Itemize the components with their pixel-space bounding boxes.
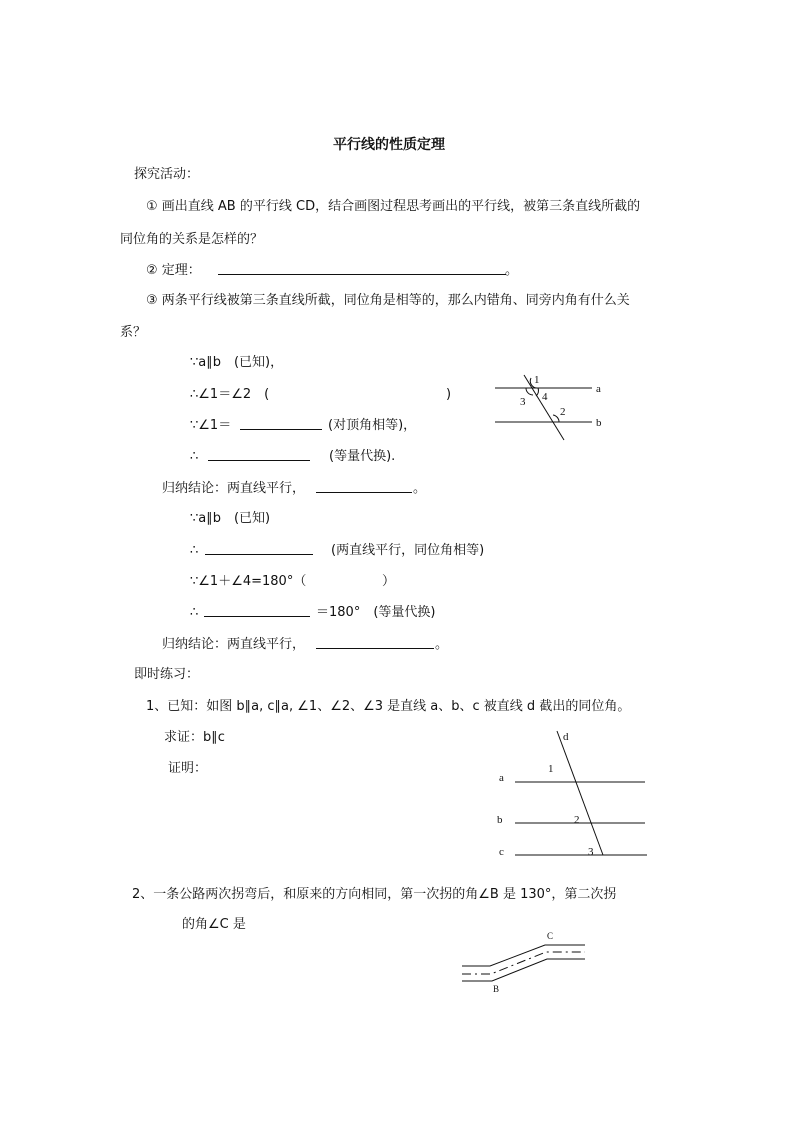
proof1-conclusion-end: 。 xyxy=(413,481,427,496)
section-heading-explore: 探究活动： xyxy=(134,167,200,182)
road-centerline xyxy=(462,952,585,974)
section-heading-practice: 即时练习： xyxy=(134,667,200,682)
label-angle-2: 2 xyxy=(574,814,580,826)
exercise-2-line-2: 的角∠C 是 xyxy=(182,917,246,932)
question-2-end: 。 xyxy=(505,263,519,278)
page-title: 平行线的性质定理 xyxy=(333,137,445,153)
proof2-conclusion: 归纳结论：两直线平行， xyxy=(162,637,306,652)
proof2-line-3-end: ） xyxy=(382,574,396,589)
road-edge-top xyxy=(462,945,585,966)
proof2-line-3-start: ∵∠1＋∠4=180°（ xyxy=(190,574,307,589)
label-point-c: C xyxy=(547,931,554,941)
question-3-line-2: 系？ xyxy=(120,325,147,340)
label-point-b: B xyxy=(493,984,500,994)
exercise-1-text: 1、已知：如图 b∥a, c∥a, ∠1、∠2、∠3 是直线 a、b、c 被直线 d 截出的同位角。 xyxy=(146,699,631,714)
label-line-a: a xyxy=(499,772,504,784)
proof1-line-3-start: ∵∠1＝ xyxy=(190,418,232,433)
label-angle-4: 4 xyxy=(542,391,548,403)
question-3-line-1: ③ 两条平行线被第三条直线所截，同位角是相等的，那么内错角、同旁内角有什么关 xyxy=(146,293,630,308)
proof1-line-2-end: ) xyxy=(446,387,452,402)
proof1-line-3-reason: (对顶角相等)， xyxy=(328,418,417,433)
proof1-line-4-reason: (等量代换). xyxy=(329,449,396,464)
label-line-b: b xyxy=(596,417,602,429)
label-angle-2: 2 xyxy=(560,406,566,418)
proof2-line-4-reason: ＝180° (等量代换) xyxy=(316,605,436,620)
label-angle-3: 3 xyxy=(588,846,594,858)
label-angle-1: 1 xyxy=(534,374,540,386)
proof1-line-1: ∵a∥b (已知)， xyxy=(190,355,284,370)
proof1-conclusion: 归纳结论：两直线平行， xyxy=(162,481,306,496)
proof2-line-1: ∵a∥b (已知) xyxy=(190,511,271,526)
proof1-line-4-start: ∴ xyxy=(190,449,199,464)
question-2-label: ② 定理： xyxy=(146,263,201,278)
label-line-a: a xyxy=(596,383,601,395)
proof2-line-2-start: ∴ xyxy=(190,543,199,558)
question-1-line-2: 同位角的关系是怎样的？ xyxy=(120,232,264,247)
label-angle-3: 3 xyxy=(520,396,526,408)
question-1-line-1: ① 画出直线 AB 的平行线 CD，结合画图过程思考画出的平行线，被第三条直线所截的 xyxy=(146,199,641,214)
exercise-1-proof-label: 证明： xyxy=(168,761,208,776)
proof2-conclusion-end: 。 xyxy=(435,637,449,652)
label-line-d: d xyxy=(563,731,569,743)
proof2-line-4-start: ∴ xyxy=(190,605,199,620)
road-edge-bottom xyxy=(462,959,585,981)
exercise-1-prove: 求证：b∥c xyxy=(164,730,225,745)
label-line-c: c xyxy=(499,846,504,858)
exercise-2-line-1: 2、一条公路两次拐弯后，和原来的方向相同，第一次拐的角∠B 是 130°，第二次拐 xyxy=(132,887,617,902)
label-angle-1: 1 xyxy=(548,763,554,775)
label-line-b: b xyxy=(497,814,503,826)
proof2-line-2-reason: (两直线平行，同位角相等) xyxy=(331,543,485,558)
proof1-line-2-start: ∴∠1＝∠2 ( xyxy=(190,387,270,402)
